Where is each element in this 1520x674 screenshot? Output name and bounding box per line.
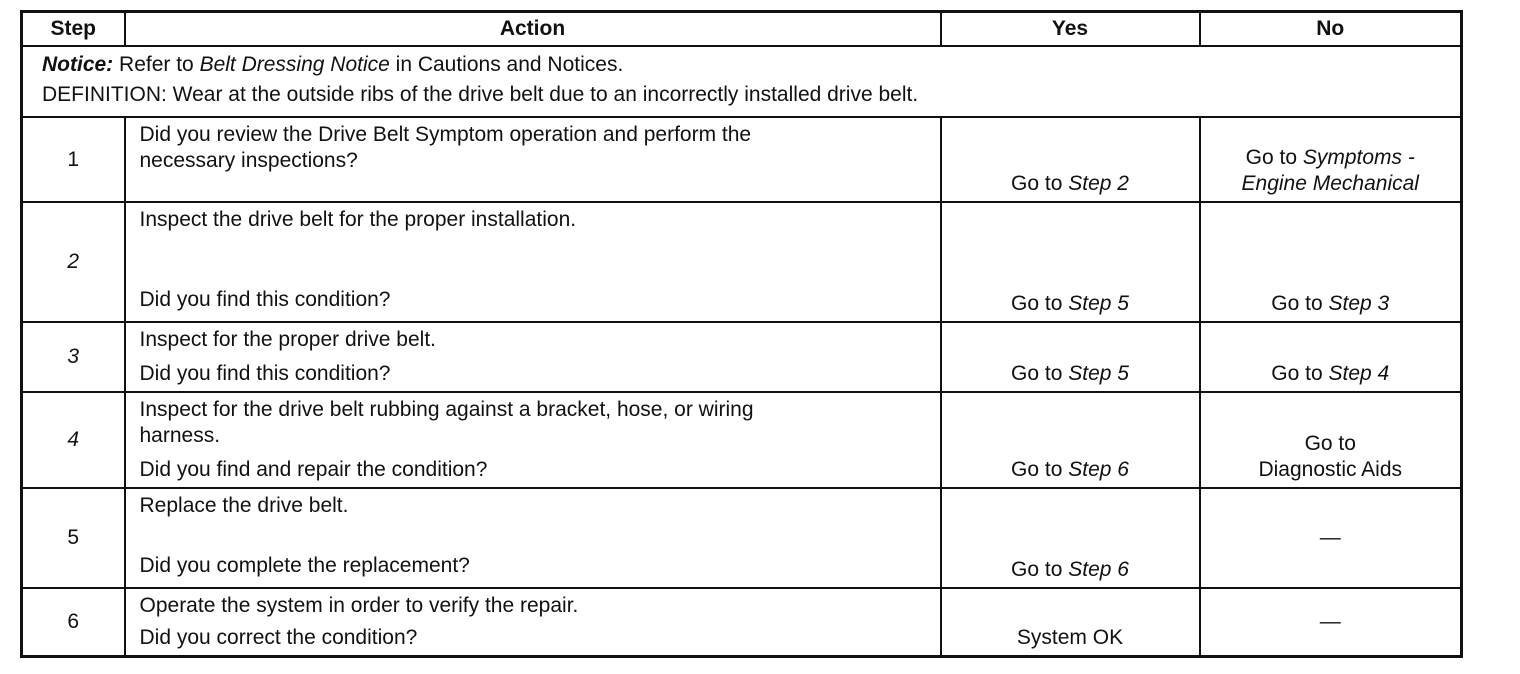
header-no: No <box>1200 12 1462 47</box>
yes-prefix: Go to <box>1011 362 1069 385</box>
step-number: 3 <box>22 322 125 392</box>
yes-cell <box>941 488 1200 588</box>
no-dash: — <box>1319 610 1341 633</box>
action-cell <box>125 322 941 392</box>
definition-line: DEFINITION: Wear at the outside ribs of the drive belt due to an incorrectly installed drive belt. <box>42 83 919 106</box>
action-cell <box>125 588 941 657</box>
no-symptoms-link-cont[interactable]: Engine Mechanical <box>1241 172 1419 195</box>
action-cell <box>125 202 941 322</box>
action-cell <box>125 117 941 202</box>
table-row <box>22 488 1462 588</box>
table-row <box>22 392 1462 488</box>
notice-label: Notice: <box>42 53 114 76</box>
no-prefix: Go to <box>1271 292 1329 315</box>
yes-prefix: Go to <box>1011 172 1069 195</box>
action-question: Did you find this condition? <box>139 362 391 385</box>
table-row <box>22 117 1462 202</box>
action-question: Did you correct the condition? <box>139 626 418 649</box>
action-text: Inspect for the proper drive belt. <box>139 328 436 351</box>
header-action: Action <box>125 12 941 47</box>
yes-step-link[interactable]: Step 6 <box>1068 558 1129 581</box>
diagnostic-table <box>20 10 1463 658</box>
no-prefix: Go to <box>1271 362 1329 385</box>
header-step: Step <box>22 12 125 47</box>
no-cell <box>1200 202 1462 322</box>
header-yes: Yes <box>941 12 1200 47</box>
header-row <box>22 12 1462 47</box>
action-text: Inspect the drive belt for the proper installation. <box>139 208 577 231</box>
table-row <box>22 202 1462 322</box>
no-cell <box>1200 488 1462 588</box>
notice-pre: Refer to <box>113 53 200 76</box>
action-text: Replace the drive belt. <box>139 494 349 517</box>
step-number: 4 <box>22 392 125 488</box>
action-text: Inspect for the drive belt rubbing against a bracket, hose, or wiring <box>139 398 754 421</box>
no-cell <box>1200 588 1462 657</box>
step-number: 6 <box>22 588 125 657</box>
step-number: 2 <box>22 202 125 322</box>
yes-step-link[interactable]: Step 5 <box>1068 292 1129 315</box>
table-row <box>22 588 1462 657</box>
no-dash: — <box>1319 526 1341 549</box>
yes-cell <box>941 117 1200 202</box>
no-cell <box>1200 392 1462 488</box>
step-number: 5 <box>22 488 125 588</box>
yes-step-link[interactable]: Step 6 <box>1068 458 1129 481</box>
action-text: Did you review the Drive Belt Symptom operation and perform the <box>139 123 752 146</box>
notice-line <box>42 50 1460 80</box>
yes-step-link[interactable]: Step 2 <box>1068 172 1129 195</box>
action-text: Operate the system in order to verify the repair. <box>139 594 579 617</box>
action-question: Did you find this condition? <box>139 288 391 311</box>
step-number: 1 <box>22 117 125 202</box>
action-question: Did you find and repair the condition? <box>139 458 488 481</box>
yes-prefix: Go to <box>1011 292 1069 315</box>
yes-prefix: Go to <box>1011 558 1069 581</box>
no-step-link[interactable]: Step 3 <box>1328 292 1390 315</box>
no-diagnostic-aids-link[interactable]: Diagnostic Aids <box>1258 458 1403 481</box>
table-row <box>22 322 1462 392</box>
yes-cell <box>941 392 1200 488</box>
action-cell <box>125 392 941 488</box>
yes-system-ok: System OK <box>1016 626 1124 649</box>
notice-cell <box>22 46 1462 117</box>
no-cell <box>1200 322 1462 392</box>
action-text-cont: necessary inspections? <box>139 149 358 172</box>
notice-post: in Cautions and Notices. <box>389 53 624 76</box>
action-cell <box>125 488 941 588</box>
action-text-cont: harness. <box>139 424 221 447</box>
no-cell <box>1200 117 1462 202</box>
no-prefix: Go to <box>1304 432 1356 455</box>
notice-row <box>22 46 1462 117</box>
action-question: Did you complete the replacement? <box>139 554 470 577</box>
yes-prefix: Go to <box>1011 458 1069 481</box>
yes-step-link[interactable]: Step 5 <box>1068 362 1129 385</box>
notice-link: Belt Dressing Notice <box>199 53 390 76</box>
no-step-link[interactable]: Step 4 <box>1328 362 1390 385</box>
yes-cell <box>941 588 1200 657</box>
no-symptoms-link[interactable]: Symptoms - <box>1302 146 1415 169</box>
yes-cell <box>941 202 1200 322</box>
no-prefix: Go to <box>1245 146 1303 169</box>
yes-cell <box>941 322 1200 392</box>
